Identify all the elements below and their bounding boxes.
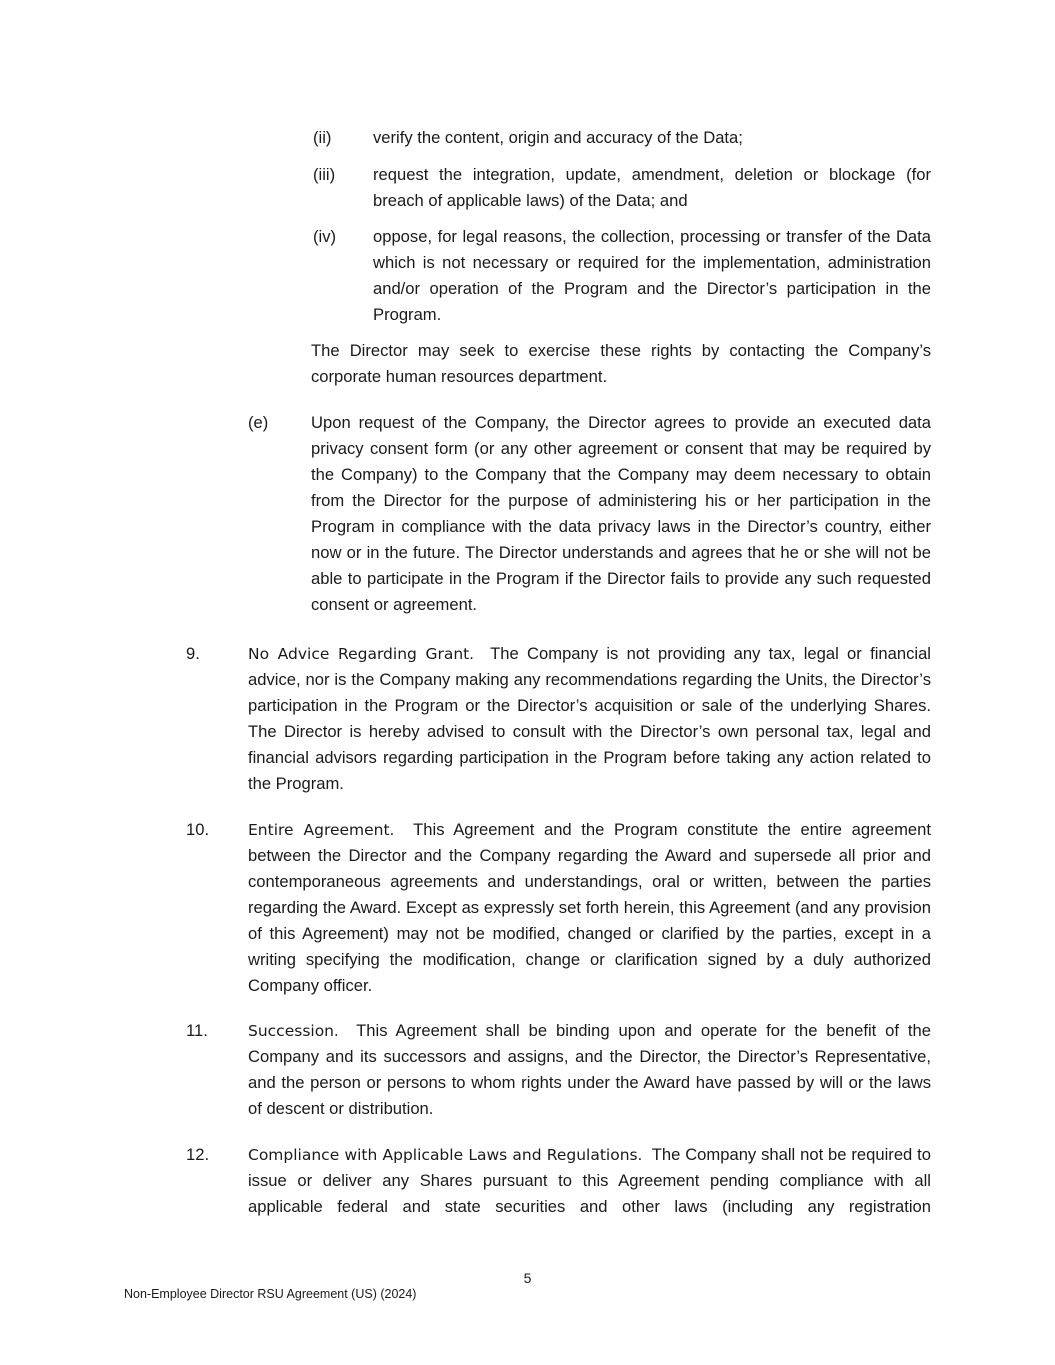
section-heading: Compliance with Applicable Laws and Regulations bbox=[248, 1146, 638, 1164]
rights-paragraph: The Director may seek to exercise these rights by contacting the Company’s corporate human resources department. bbox=[311, 341, 931, 386]
section-text: This Agreement and the Program constitute the entire agreement between the Director and the Company regarding the Award and supersede all prior and contemporaneous agreements and understandings, oral or written, between the parties regarding the Award. Except as expressly set forth herein, this Agreement (and any provision of this Agreement) may not be modified, changed or clarified by the parties, except in a writing specifying the modification, change or clarification signed by a duly authorized Company officer. bbox=[248, 820, 931, 995]
section-heading: Succession bbox=[248, 1022, 335, 1040]
section-12-body: Compliance with Applicable Laws and Regulations. The Company shall not be required to issue or deliver any Shares pursuant to this Agreement pending compliance with all applicable federal and state securities and other laws (including any registration bbox=[248, 1145, 932, 1216]
sub-item-marker: (ii) bbox=[313, 128, 332, 147]
section-text: The Company is not providing any tax, legal or financial advice, nor is the Company making any recommendations regarding the Units, the Director’s participation in the Program or the Director’s acquisition or sale of the underlying Shares. The Director is hereby advised to consult with the Director’s own personal tax, legal and financial advisors regarding participation in the Program before taking any action related to the Program. bbox=[248, 644, 931, 793]
sub-item-text: oppose, for legal reasons, the collection, processing or transfer of the Data which is not necessary or required for the implementation, administration and/or operation of the Program and the Director’s participation in the Program. bbox=[373, 227, 931, 324]
section-number: 12. bbox=[186, 1145, 210, 1164]
section-10-body: Entire Agreement. This Agreement and the Program constitute the entire agreement between the Director and the Company regarding the Award and supersede all prior and contemporaneous agreements and understandings, oral or written, between the parties regarding the Award. Except as expressly set forth herein, this Agreement (and any provision of this Agreement) may not be modified, changed or clarified by the parties, except in a writing specifying the modification, change or clarification signed by a duly authorized Company officer. bbox=[248, 820, 931, 995]
sub-item-text: request the integration, update, amendment, deletion or blockage (for breach of applicable laws) of the Data; and bbox=[373, 165, 931, 210]
section-number: 11. bbox=[186, 1021, 208, 1040]
item-e-text: Upon request of the Company, the Director agrees to provide an executed data privacy consent form (or any other agreement or consent that may be required by the Company) to the Company that the Company may deem necessary to obtain from the Director for the purpose of administering his or her participation in the Program in compliance with the data privacy laws in the Director’s country, either now or in the future. The Director understands and agrees that he or she will not be able to participate in the Program if the Director fails to provide any such requested consent or agreement. bbox=[311, 413, 931, 614]
section-9-body: No Advice Regarding Grant. The Company is not providing any tax, legal or financial advice, nor is the Company making any recommendations regarding the Units, the Director’s participation in the Program or the Director’s acquisition or sale of the underlying Shares. The Director is hereby advised to consult with the Director’s own personal tax, legal and financial advisors regarding participation in the Program before taking any action related to the Program. bbox=[248, 644, 931, 793]
sub-item-marker: (iv) bbox=[313, 227, 337, 246]
page-number: 5 bbox=[523, 1270, 532, 1286]
section-text: This Agreement shall be binding upon and operate for the benefit of the Company and its successors and assigns, and the Director, the Director’s Representative, and the person or persons to whom rights under the Award have passed by will or the laws of descent or distribution. bbox=[248, 1021, 931, 1118]
section-text: The Company shall not be required to issue or deliver any Shares pursuant to this Agreement pending compliance with all applicable federal and state securities and other laws (including any registration bbox=[248, 1145, 932, 1216]
section-number: 10. bbox=[186, 820, 210, 839]
item-e-marker: (e) bbox=[248, 413, 269, 432]
section-11-body: Succession. This Agreement shall be binding upon and operate for the benefit of the Company and its successors and assigns, and the Director, the Director’s Representative, and the person or persons to whom rights under the Award have passed by will or the laws of descent or distribution. bbox=[248, 1021, 931, 1118]
sub-item-text: verify the content, origin and accuracy of the Data; bbox=[373, 128, 743, 147]
sub-item-marker: (iii) bbox=[313, 165, 336, 184]
section-number: 9. bbox=[186, 644, 200, 663]
footer-text: Non-Employee Director RSU Agreement (US) (2024) bbox=[124, 1287, 417, 1301]
section-heading: Entire Agreement bbox=[248, 821, 390, 839]
section-heading: No Advice Regarding Grant bbox=[248, 645, 470, 663]
